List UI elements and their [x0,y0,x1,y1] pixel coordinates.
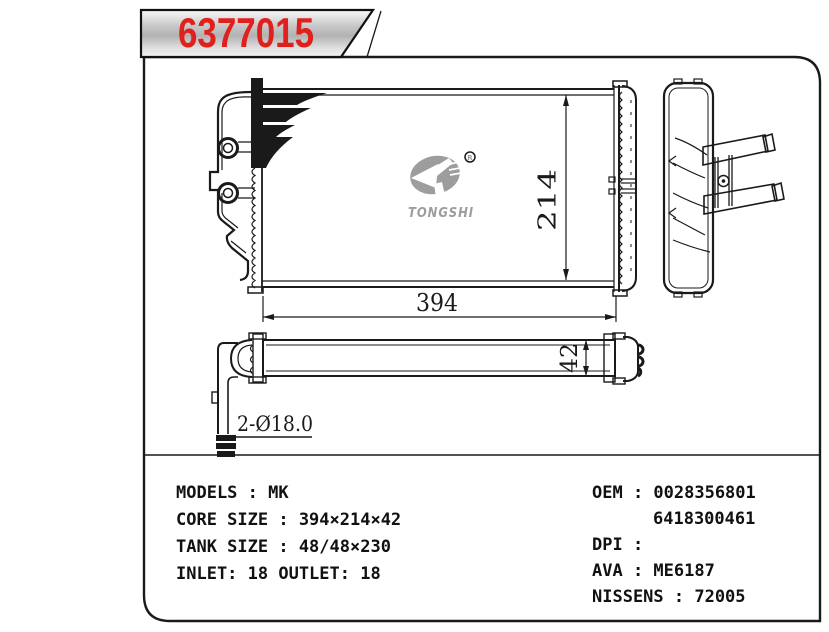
part-number-text: 6377015 [178,9,314,56]
spec-models: MODELS : MK [176,483,289,503]
spec-dpi: DPI : [592,535,644,555]
spec-inlet-outlet: INLET: 18 OUTLET: 18 [176,564,381,584]
part-number-banner [141,9,373,57]
spec-ava: AVA : ME6187 [592,561,715,581]
spec-oem: OEM : 0028356801 [592,483,756,503]
dim-depth-label: 42 [557,343,583,373]
registered-mark-letter: R [467,154,473,162]
dim-height-label: 214 [533,185,562,231]
pipe-diameter-label: 2-Ø18.0 [237,412,313,436]
spec-tank-size: TANK SIZE : 48/48×230 [176,537,391,557]
spec-core-size: CORE SIZE : 394×214×42 [176,510,402,530]
pipe-thread-fitting [216,435,236,457]
spec-nissens: NISSENS : 72005 [592,587,746,607]
logo-brand-text: TONGSHI [408,206,474,221]
spec-oem-2: 6418300461 [653,509,756,529]
dim-width-label: 394 [416,289,458,317]
